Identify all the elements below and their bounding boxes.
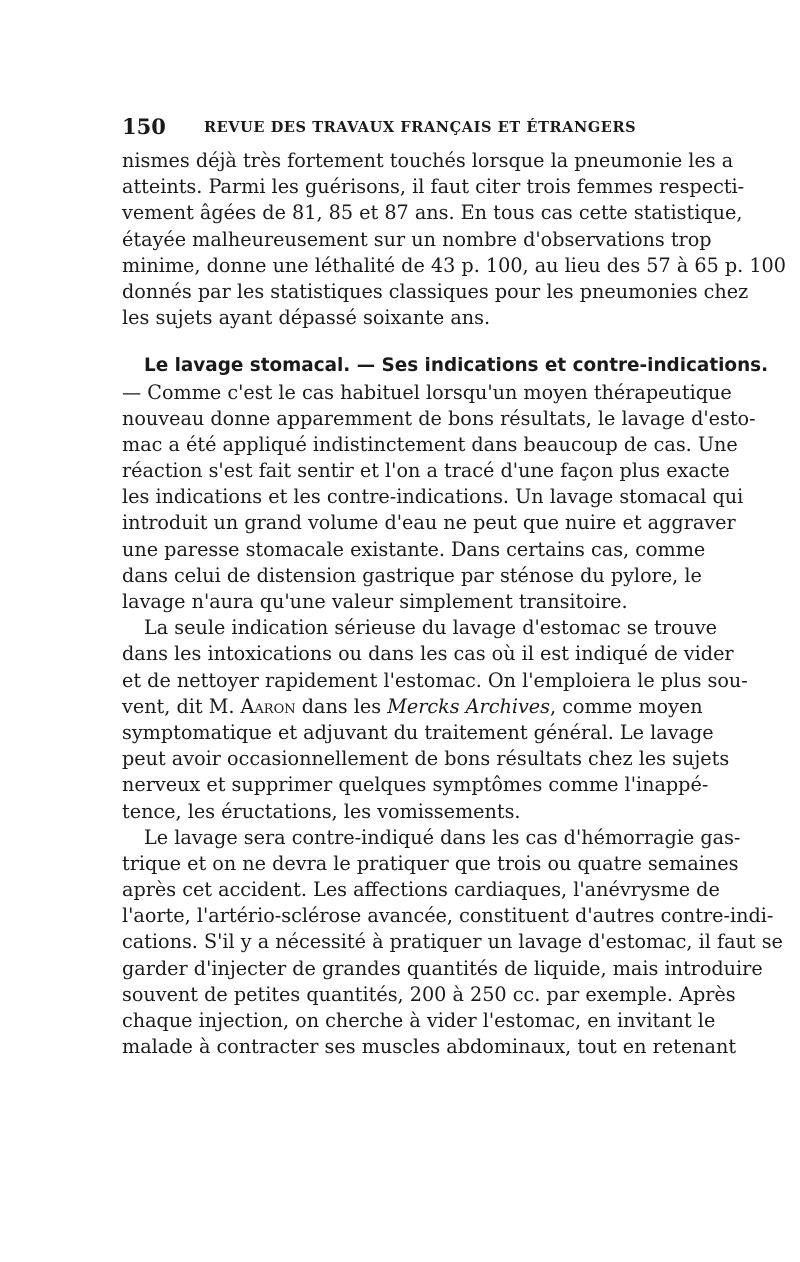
page-body: [122, 148, 786, 1060]
paragraph-3: [122, 615, 748, 825]
paragraph-2: [122, 380, 756, 616]
text-line: une paresse stomacale existante. Dans certains cas, comme: [122, 537, 706, 561]
text-line: garder d'injecter de grandes quantités de liquide, mais introduire: [122, 956, 763, 980]
text-line: nouveau donne apparemment de bons résultats, le lavage d'esto-: [122, 406, 756, 430]
text-line: trique et on ne devra le pratiquer que trois ou quatre semaines: [122, 851, 739, 875]
text-line: introduit un grand volume d'eau ne peut que nuire et aggraver: [122, 511, 736, 535]
text-line: cations. S'il y a nécessité à pratiquer un lavage d'estomac, il faut se: [122, 930, 783, 954]
author-name: Aaron: [240, 694, 296, 718]
text-line: donnés par les statistiques classiques pour les pneumonies chez: [122, 279, 749, 303]
text-line: l'aorte, l'artério-sclérose avancée, constituent d'autres contre-indi-: [122, 904, 774, 928]
text-line: souvent de petites quantités, 200 à 250 cc. par exemple. Après: [122, 982, 736, 1006]
text-line: chaque injection, on cherche à vider l'estomac, en invitant le: [122, 1009, 716, 1032]
text-line: après cet accident. Les affections cardiaques, l'anévrysme de: [122, 878, 720, 902]
text-line: les indications et les contre-indications. Un lavage stomacal qui: [122, 485, 744, 509]
text-line: mac a été appliqué indistinctement dans beaucoup de cas. Une: [122, 432, 738, 456]
text-line: symptomatique et adjuvant du traitement général. Le lavage: [122, 720, 714, 744]
text-line: dans les intoxications ou dans les cas où il est indiqué de vider: [122, 642, 734, 666]
text-line: [122, 694, 703, 720]
text-fragment: dans les: [295, 694, 388, 718]
text-line: peut avoir occasionnellement de bons résultats chez les sujets: [122, 747, 730, 771]
text-line: étayée malheureusement sur un nombre d'observations trop: [122, 227, 712, 251]
text-line: La seule indication sérieuse du lavage d'estomac se trouve: [144, 616, 718, 640]
text-line: nerveux et supprimer quelques symptômes comme l'inappé-: [122, 773, 709, 797]
text-line: Le lavage sera contre-indiqué dans les cas d'hémorragie gas-: [144, 825, 741, 849]
text-line: vement âgées de 81, 85 et 87 ans. En tous cas cette statistique,: [122, 201, 743, 225]
page-header: [122, 114, 682, 140]
text-line: minime, donne une léthalité de 43 p. 100, au lieu des 57 à 65 p. 100: [122, 253, 786, 277]
text-line: tence, les éructations, les vomissements.: [122, 799, 521, 823]
running-title: REVUE DES TRAVAUX FRANÇAIS ET ÉTRANGERS: [204, 119, 637, 136]
text-line: atteints. Parmi les guérisons, il faut citer trois femmes respecti-: [122, 175, 745, 199]
text-line: lavage n'aura qu'une valeur simplement transitoire.: [122, 590, 628, 613]
text-line: — Comme c'est le cas habituel lorsqu'un moyen thérapeutique: [122, 380, 732, 404]
text-fragment: , comme moyen: [550, 694, 703, 718]
paragraph-1: [122, 148, 786, 331]
paragraph-4: [122, 825, 783, 1061]
text-line: les sujets ayant dépassé soixante ans.: [122, 306, 491, 330]
text-line: réaction s'est fait sentir et l'on a tracé d'une façon plus exacte: [122, 459, 730, 483]
text-line: malade à contracter ses muscles abdominaux, tout en retenant: [122, 1035, 737, 1059]
page-number: 150: [122, 114, 166, 139]
text-fragment: vent, dit M.: [122, 694, 241, 718]
section-heading: Le lavage stomacal. — Ses indications et contre-indications.: [144, 355, 769, 377]
text-line: et de nettoyer rapidement l'estomac. On l'emploiera le plus sou-: [122, 668, 748, 692]
text-line: dans celui de distension gastrique par sténose du pylore, le: [122, 563, 702, 587]
journal-title: Mercks Archives: [387, 694, 550, 718]
text-line: nismes déjà très fortement touchés lorsque la pneumonie les a: [122, 149, 734, 172]
section-spacer: [122, 331, 680, 353]
